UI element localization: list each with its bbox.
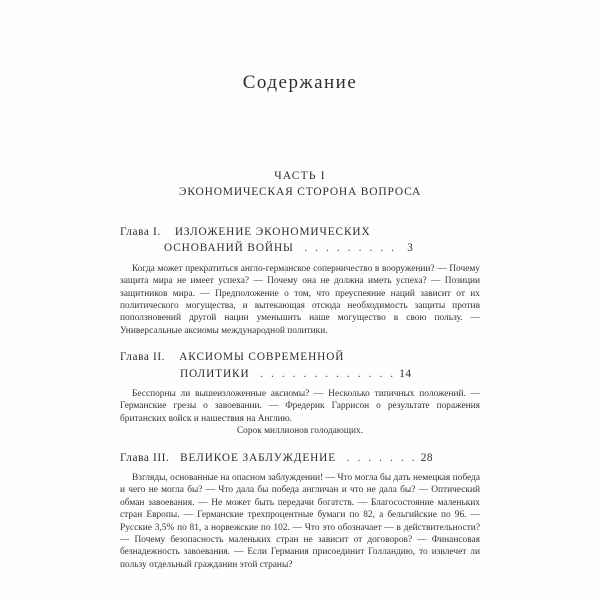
chapter-description-tail: Сорок миллионов голодающих. — [236, 426, 364, 437]
chapter-description: Когда может прекратиться англо-германское соперничество в вооружении? — Почему защита мира не имеет успеха? — Почему она не должна иметь успеха? — Позиции защитников мира. — Предположение о том, что преуспеяние наций зависит от их политического могущества, и вытекающая отсюда необходимость защиты против поползновений другой нации уменьшить наше могущество в свою пользу. — Универсальные аксиомы международной политики. — [120, 263, 480, 336]
chapter-description: Взгляды, основанные на опасном заблуждении! — Что могла бы дать немецкая победа и чего не могла бы? — Что дала бы победа англичан и что не дала бы? — Оптический обман завоевания. — Не может быть передачи богатств. — Благосостояние маленьких стран Европы. — Германские трехпроцентные бумаги по 82, а бельгийские по 96. — Русские 3,5% по 81, а норвежские по 102. — Что это обозначает — в действительности? — Почему безопасность маленьких стран не зависит от договоров? — Финансовая безнадежность завоевания. — Если Германия присоединит Голландию, то извлечет ли пользу отдельный гражданин этой страны? — [120, 472, 480, 570]
page-title: Содержание — [242, 72, 358, 93]
chapter-name-line1: АКСИОМЫ СОВРЕМЕННОЙ — [179, 351, 345, 364]
chapter-list — [120, 198, 480, 571]
leader-dots: . . . . . . . — [346, 451, 418, 464]
chapter-name-line1: ИЗЛОЖЕНИЕ ЭКОНОМИЧЕСКИХ — [174, 226, 371, 238]
chapter-name-line1: ВЕЛИКОЕ ЗАБЛУЖДЕНИЕ — [180, 451, 337, 464]
chapter-heading — [120, 224, 480, 257]
chapter-page-number: 28 — [420, 451, 433, 464]
part-block — [0, 170, 600, 198]
chapter-name-line2: ОСНОВАНИЙ ВОЙНЫ — [164, 242, 294, 255]
chapter-entry-2[interactable] — [120, 349, 480, 437]
part-label: ЧАСТЬ I — [274, 170, 326, 182]
chapter-entry-3[interactable] — [120, 450, 480, 572]
leader-dots: . . . . . . . . . . . . . — [260, 367, 396, 380]
chapter-heading — [120, 450, 480, 466]
part-subtitle: ЭКОНОМИЧЕСКАЯ СТОРОНА ВОПРОСА — [178, 186, 422, 198]
chapter-page-number: 3 — [407, 242, 414, 255]
chapter-description: Бесспорны ли вышеизложенные аксиомы? — Несколько типичных положений. — Германские грезы о завоевании. — Фредерик Гаррисон о результате поражения британских войск и нашествия на Англию. — [120, 388, 480, 424]
chapter-page-number: 14 — [399, 367, 412, 380]
chapter-number: Глава I. — [120, 226, 161, 238]
leader-dots: . . . . . . . . . — [304, 242, 397, 255]
chapter-number: Глава III. — [120, 451, 170, 464]
chapter-entry-1[interactable] — [120, 224, 480, 337]
chapter-name-line2: ПОЛИТИКИ — [180, 367, 250, 380]
chapter-heading — [120, 349, 480, 382]
chapter-number: Глава II. — [120, 351, 166, 364]
